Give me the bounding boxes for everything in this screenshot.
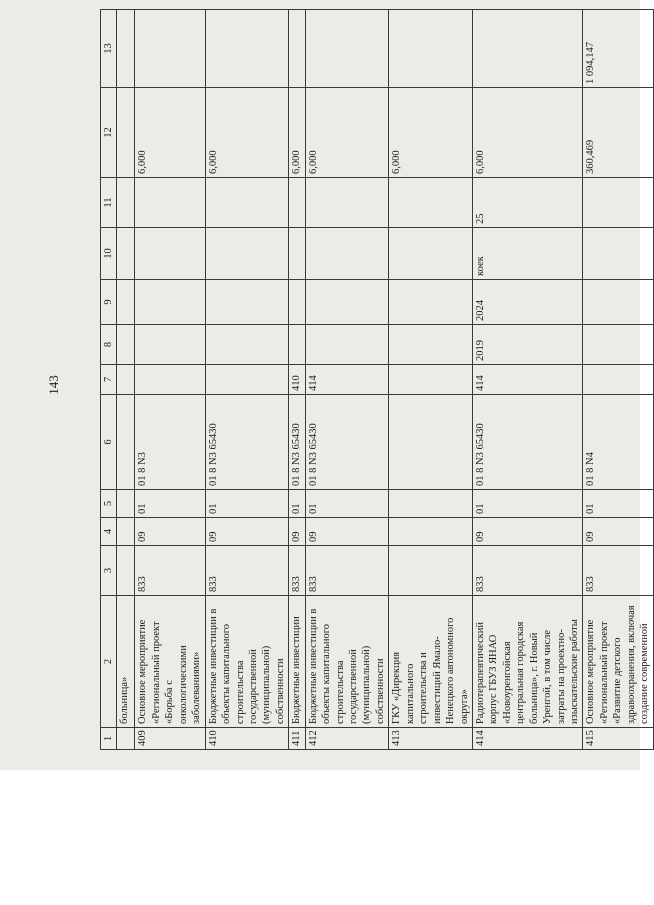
- cell-4: 09: [205, 518, 289, 546]
- row-name: Основное мероприятие «Региональный проект «Борьба с онкологическими заболеваниями»: [135, 596, 205, 728]
- budget-table: [100, 9, 654, 750]
- cell-5: [389, 490, 473, 518]
- cell-8: [305, 325, 389, 365]
- cell-11: 25: [472, 178, 583, 228]
- cell-4: [117, 518, 135, 546]
- cell-13: [135, 10, 205, 88]
- cell-7: [205, 365, 289, 395]
- cell-5: 01: [472, 490, 583, 518]
- row-name: Бюджетные инвестиции в объекты капитального строительства государственной (муниципальной) собственности: [205, 596, 289, 728]
- table-row: [117, 10, 135, 750]
- cell-6: 01 8 N3 65430: [289, 395, 305, 490]
- row-number: 409: [135, 728, 205, 750]
- cell-12: 6,000: [472, 88, 583, 178]
- cell-12: 6,000: [205, 88, 289, 178]
- cell-9: 2024: [472, 280, 583, 325]
- cell-6: 01 8 N3 65430: [305, 395, 389, 490]
- header-cell: 11: [101, 178, 117, 228]
- cell-3: [389, 546, 473, 596]
- cell-5: 01: [305, 490, 389, 518]
- cell-4: 09: [472, 518, 583, 546]
- row-number: 415: [583, 728, 653, 750]
- table-row: [472, 10, 583, 750]
- header-cell: 4: [101, 518, 117, 546]
- cell-8: [135, 325, 205, 365]
- cell-9: [389, 280, 473, 325]
- cell-12: 6,000: [389, 88, 473, 178]
- cell-8: [205, 325, 289, 365]
- table-row: [289, 10, 305, 750]
- cell-13: [205, 10, 289, 88]
- row-name: Радиотерапевтический корпус ГБУЗ ЯНАО «Новоуренгойская центральная городская больница», г. Новый Уренгой, в том числе затраты на проектно-изыскательские работы: [472, 596, 583, 728]
- table-row: [583, 10, 653, 750]
- cell-7: [117, 365, 135, 395]
- header-cell: 7: [101, 365, 117, 395]
- cell-13: [117, 10, 135, 88]
- row-number: 410: [205, 728, 289, 750]
- cell-3: 833: [472, 546, 583, 596]
- cell-7: 414: [305, 365, 389, 395]
- table-row: [135, 10, 205, 750]
- cell-10: [389, 228, 473, 280]
- cell-12: 6,000: [135, 88, 205, 178]
- cell-4: 09: [305, 518, 389, 546]
- header-cell: 1: [101, 728, 117, 750]
- cell-10: [305, 228, 389, 280]
- cell-10: коек: [472, 228, 583, 280]
- cell-3: 833: [135, 546, 205, 596]
- cell-11: [205, 178, 289, 228]
- cell-5: 01: [135, 490, 205, 518]
- cell-7: [135, 365, 205, 395]
- row-name: Основное мероприятие «Региональный проект «Развитие детского здравоохранения, включая создание современной: [583, 596, 653, 728]
- header-cell: 2: [101, 596, 117, 728]
- cell-9: [135, 280, 205, 325]
- cell-6: 01 8 N3 65430: [472, 395, 583, 490]
- row-name: Бюджетные инвестиции: [289, 596, 305, 728]
- cell-8: [289, 325, 305, 365]
- cell-13: [289, 10, 305, 88]
- table-row: [205, 10, 289, 750]
- cell-8: [389, 325, 473, 365]
- cell-7: [389, 365, 473, 395]
- header-cell: 8: [101, 325, 117, 365]
- cell-4: 09: [583, 518, 653, 546]
- header-cell: 10: [101, 228, 117, 280]
- cell-6: [117, 395, 135, 490]
- row-number: 414: [472, 728, 583, 750]
- header-cell: 6: [101, 395, 117, 490]
- cell-6: 01 8 N4: [583, 395, 653, 490]
- cell-13: [472, 10, 583, 88]
- cell-10: [117, 228, 135, 280]
- page-number: 143: [45, 375, 61, 395]
- table-row: [305, 10, 389, 750]
- row-number: 413: [389, 728, 473, 750]
- cell-13: [389, 10, 473, 88]
- cell-4: 09: [289, 518, 305, 546]
- header-cell: 5: [101, 490, 117, 518]
- cell-10: [205, 228, 289, 280]
- cell-9: [289, 280, 305, 325]
- row-name: Бюджетные инвестиции в объекты капитального строительства государственной (муниципальной) собственности: [305, 596, 389, 728]
- cell-12: 360,469: [583, 88, 653, 178]
- cell-5: 01: [583, 490, 653, 518]
- rotated-table-region: [100, 10, 651, 750]
- cell-10: [135, 228, 205, 280]
- cell-11: [117, 178, 135, 228]
- cell-12: 6,000: [305, 88, 389, 178]
- cell-11: [389, 178, 473, 228]
- row-name: больница»: [117, 596, 135, 728]
- cell-3: 833: [305, 546, 389, 596]
- cell-8: [117, 325, 135, 365]
- cell-9: [305, 280, 389, 325]
- cell-5: 01: [205, 490, 289, 518]
- cell-10: [289, 228, 305, 280]
- cell-7: 410: [289, 365, 305, 395]
- cell-11: [289, 178, 305, 228]
- cell-9: [117, 280, 135, 325]
- cell-8: 2019: [472, 325, 583, 365]
- cell-13: 1 094,147: [583, 10, 653, 88]
- header-cell: 12: [101, 88, 117, 178]
- cell-5: 01: [289, 490, 305, 518]
- cell-11: [583, 178, 653, 228]
- table-header-row: [101, 10, 117, 750]
- cell-3: 833: [289, 546, 305, 596]
- cell-7: 414: [472, 365, 583, 395]
- cell-6: [389, 395, 473, 490]
- cell-9: [205, 280, 289, 325]
- row-number: 411: [289, 728, 305, 750]
- cell-10: [583, 228, 653, 280]
- cell-4: [389, 518, 473, 546]
- cell-12: [117, 88, 135, 178]
- cell-7: [583, 365, 653, 395]
- cell-4: 09: [135, 518, 205, 546]
- cell-11: [305, 178, 389, 228]
- cell-5: [117, 490, 135, 518]
- cell-3: [117, 546, 135, 596]
- header-cell: 3: [101, 546, 117, 596]
- cell-3: 833: [583, 546, 653, 596]
- cell-13: [305, 10, 389, 88]
- header-cell: 9: [101, 280, 117, 325]
- row-number: [117, 728, 135, 750]
- cell-11: [135, 178, 205, 228]
- row-number: 412: [305, 728, 389, 750]
- cell-12: 6,000: [289, 88, 305, 178]
- table-row: [389, 10, 473, 750]
- cell-8: [583, 325, 653, 365]
- row-name: ГКУ «Дирекция капитального строительства и инвестиций Ямало-Ненецкого автономного округа»: [389, 596, 473, 728]
- cell-3: 833: [205, 546, 289, 596]
- cell-6: 01 8 N3 65430: [205, 395, 289, 490]
- cell-6: 01 8 N3: [135, 395, 205, 490]
- cell-9: [583, 280, 653, 325]
- header-cell: 13: [101, 10, 117, 88]
